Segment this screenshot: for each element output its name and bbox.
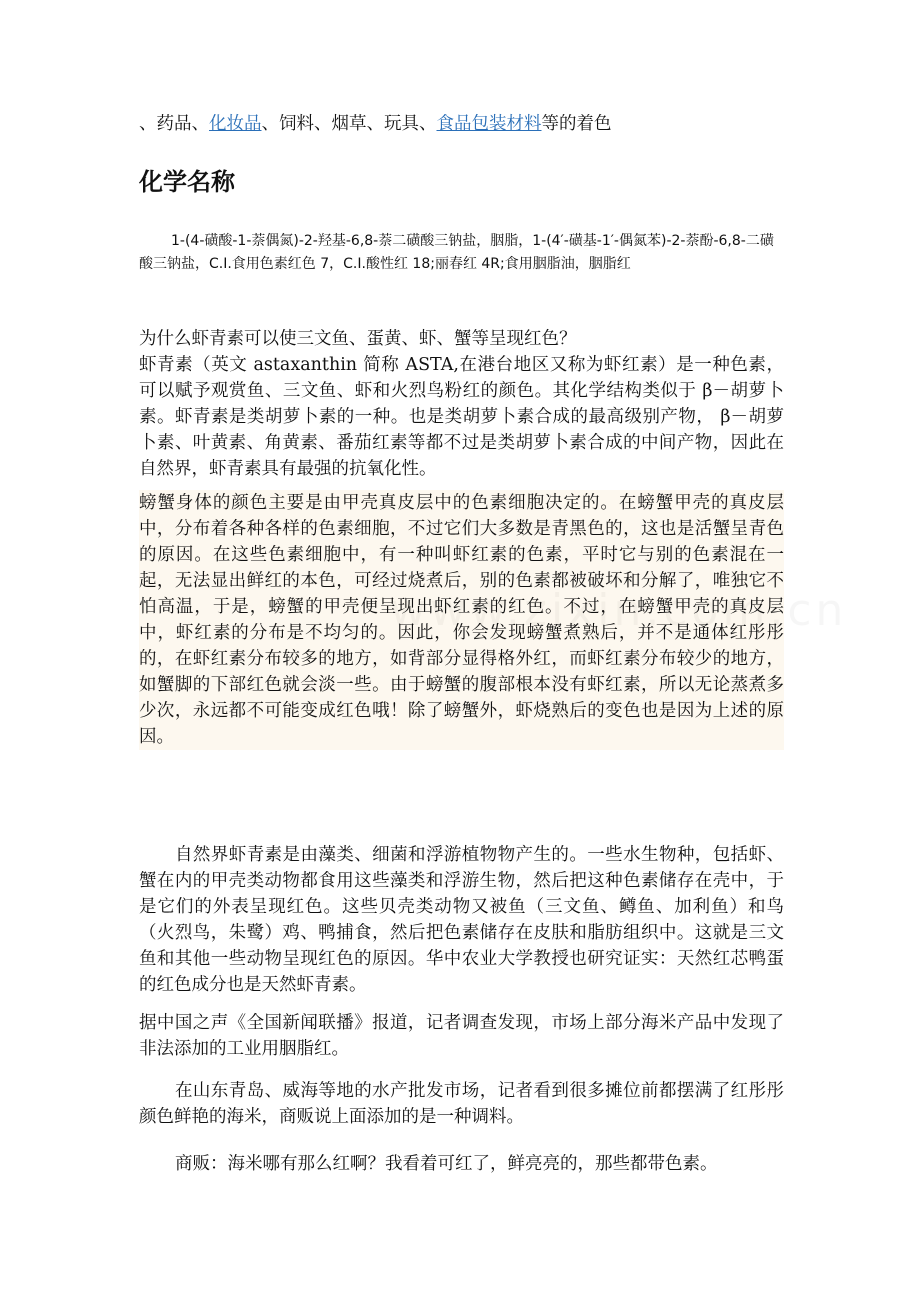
nature-paragraph: 自然界虾青素是由藻类、细菌和浮游植物物产生的。一些水生物种，包括虾、蟹在内的甲壳类动物都食用这些藻类和浮游生物，然后把这种色素储存在壳中，于是它们的外表呈现红色。这些贝壳类动物又被鱼（三文鱼、鳟鱼、加利鱼）和鸟（火烈鸟，朱鹭）鸡、鸭捕食，然后把色素储存在皮肤和脂肪组织中。这就是三文鱼和其他一些动物呈现红色的原因。华中农业大学教授也研究证实：天然红芯鸭蛋的红色成分也是天然虾青素。: [139, 845, 784, 995]
astaxanthin-paragraph: 虾青素（英文 astaxanthin 简称 ASTA,在港台地区又称为虾红素）是一种色素，可以赋予观赏鱼、三文鱼、虾和火烈鸟粉红的颜色。其化学结构类似于 β－胡萝卜素。虾青素是类胡萝卜素的一种。也是类胡萝卜素合成的最高级别产物， β－胡萝卜素、叶黄素、角黄素、番茄红素等都不过是类胡萝卜素合成的中间产物，因此在自然界，虾青素具有最强的抗氧化性。: [139, 355, 784, 479]
food-packaging-link[interactable]: 食品包装材料: [436, 114, 542, 134]
vendor-quote-paragraph: 商贩：海米哪有那么红啊？我看着可红了，鲜亮亮的，那些都带色素。: [175, 1154, 718, 1174]
intro-text-2: 、饲料、烟草、玩具、: [261, 114, 437, 134]
intro-text-1: 、药品、: [139, 114, 209, 134]
intro-line: [139, 111, 784, 137]
section-heading: 化学名称: [139, 168, 235, 196]
market-paragraph: 在山东青岛、威海等地的水产批发市场，记者看到很多摊位前都摆满了红彤彤颜色鲜艳的海米，商贩说上面添加的是一种调料。: [139, 1081, 784, 1127]
intro-text-3: 等的着色: [541, 114, 612, 134]
news-paragraph: 据中国之声《全国新闻联播》报道，记者调查发现，市场上部分海米产品中发现了非法添加的工业用胭脂红。: [139, 1013, 784, 1059]
chemical-names-paragraph: 1-(4-磺酸-1-萘偶氮)-2-羟基-6,8-萘二磺酸三钠盐，胭脂，1-(4′-磺基-1′-偶氮苯)-2-萘酚-6,8-二磺酸三钠盐，C.I.食用色素红色 7，C.I.酸性红 18;丽春红 4R;食用胭脂油，胭脂红: [139, 233, 774, 272]
question-line: 为什么虾青素可以使三文鱼、蛋黄、虾、蟹等呈现红色？: [139, 329, 577, 349]
crab-color-paragraph: 螃蟹身体的颜色主要是由甲壳真皮层中的色素细胞决定的。在螃蟹甲壳的真皮层中，分布着各种各样的色素细胞，不过它们大多数是青黑色的，这也是活蟹呈青色的原因。在这些色素细胞中，有一种叫虾红素的色素，平时它与别的色素混在一起，无法显出鲜红的本色，可经过烧煮后，别的色素都被破坏和分解了，唯独它不怕高温，于是，螃蟹的甲壳便呈现出虾红素的红色。不过，在螃蟹甲壳的真皮层中，虾红素的分布是不均匀的。因此，你会发现螃蟹煮熟后，并不是通体红彤彤的，在虾红素分布较多的地方，如背部分显得格外红，而虾红素分布较少的地方，如蟹脚的下部红色就会淡一些。由于螃蟹的腹部根本没有虾红素，所以无论蒸煮多少次，永远都不可能变成红色哦！除了螃蟹外，虾烧熟后的变色也是因为上述的原因。: [139, 490, 784, 750]
cosmetics-link[interactable]: 化妆品: [209, 114, 262, 134]
watermark: [390, 585, 847, 636]
